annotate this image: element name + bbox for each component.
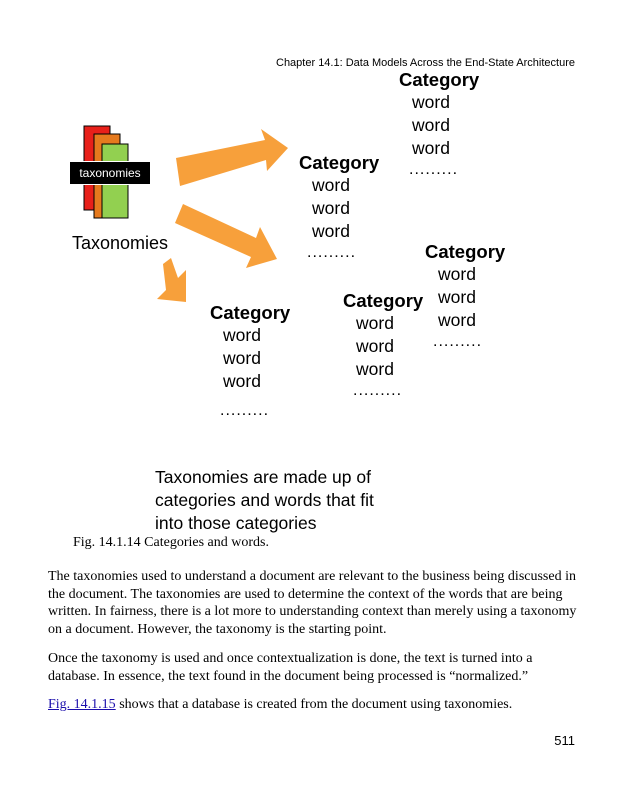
category-title: Category xyxy=(399,69,480,90)
arrow-right-lower xyxy=(175,204,277,268)
category-word: word xyxy=(312,198,350,218)
category-word: word xyxy=(356,359,394,379)
category-word: word xyxy=(356,336,394,356)
category-word: word xyxy=(412,92,450,112)
page-number: 511 xyxy=(554,733,575,748)
body-paragraph-1: The taxonomies used to understand a document are relevant to the business being discussed in the document. The taxonomies are used to determine the context of the words that are being written. In fairness, there is a lot more to understanding context than merely using a taxonomy on a document. However, the taxonomy is the starting point. xyxy=(48,569,577,637)
category-ellipsis: ......... xyxy=(433,333,483,350)
arrow-down xyxy=(157,258,186,302)
chapter-header: Chapter 14.1: Data Models Across the End-State Architecture xyxy=(276,57,575,69)
category-word: word xyxy=(412,115,450,135)
category-block-3 xyxy=(425,240,505,352)
category-block-2 xyxy=(299,151,379,263)
category-word: word xyxy=(312,175,350,195)
category-word: word xyxy=(438,287,476,307)
body-paragraph-2: Once the taxonomy is used and once contextualization is done, the text is turned into a database. In essence, the text found in the document being processed is “normalized.” xyxy=(48,651,533,684)
category-word: word xyxy=(312,221,350,241)
category-word: word xyxy=(223,348,261,368)
category-ellipsis: ......... xyxy=(307,244,357,261)
category-ellipsis: ......... xyxy=(220,402,270,419)
category-title: Category xyxy=(210,302,291,323)
category-block-1 xyxy=(399,68,479,180)
figure-caption: Fig. 14.1.14 Categories and words. xyxy=(73,535,269,550)
category-ellipsis: ......... xyxy=(409,161,459,178)
category-ellipsis: ......... xyxy=(353,382,403,399)
category-title: Category xyxy=(343,290,424,311)
category-title: Category xyxy=(299,152,380,173)
category-block-4 xyxy=(343,289,423,401)
taxonomy-label: Taxonomies xyxy=(72,233,169,253)
category-word: word xyxy=(438,310,476,330)
category-title: Category xyxy=(425,241,506,262)
category-word: word xyxy=(412,138,450,158)
figure-reference-link[interactable]: Fig. 14.1.15 xyxy=(48,697,116,712)
figure-summary-text: Taxonomies are made up of categories and words that fit into those categories xyxy=(155,467,374,533)
arrow-right-upper xyxy=(176,129,288,186)
body-paragraph-3 xyxy=(48,696,578,714)
body-paragraph-3-text: shows that a database is created from the document using taxonomies. xyxy=(115,697,513,712)
category-word: word xyxy=(223,371,261,391)
category-word: word xyxy=(223,325,261,345)
category-word: word xyxy=(438,264,476,284)
category-block-5 xyxy=(210,301,290,421)
taxonomy-chip: taxonomies xyxy=(70,162,150,184)
category-word: word xyxy=(356,313,394,333)
